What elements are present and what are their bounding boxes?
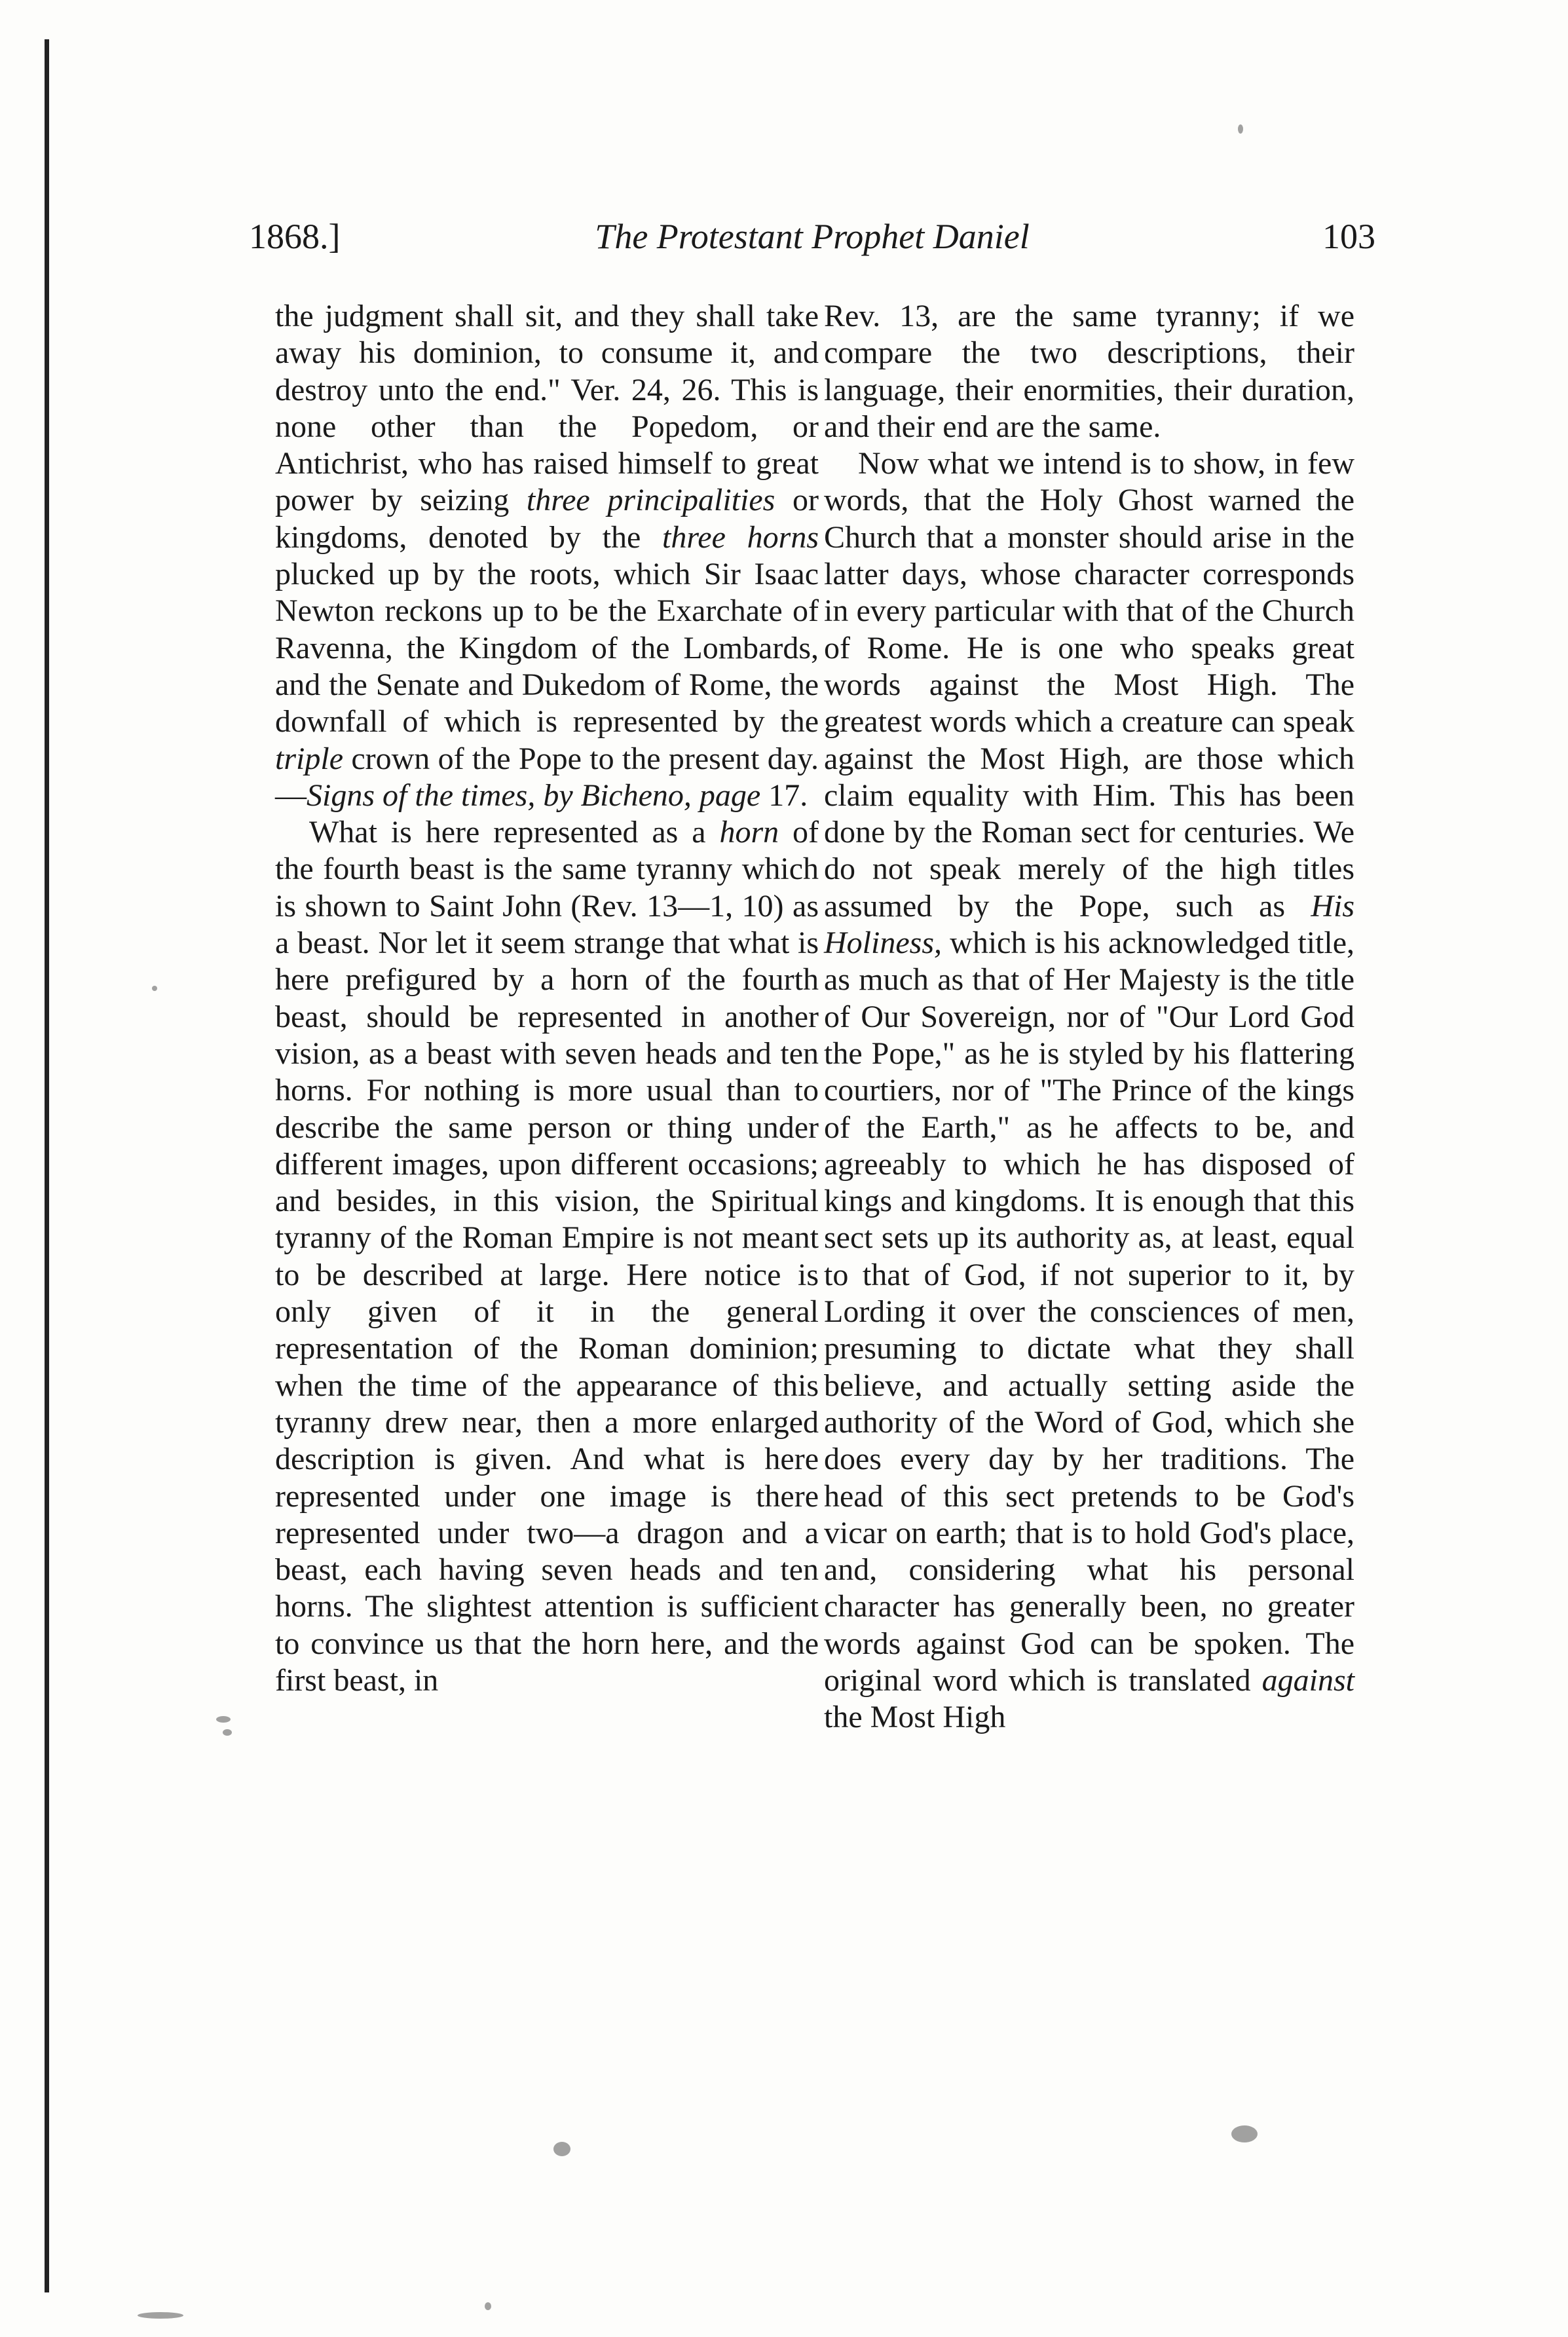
text-run: or kingdoms, denoted by the: [275, 483, 819, 555]
scan-speck: [553, 2142, 570, 2156]
text-run: the Most High: [824, 1700, 1006, 1735]
page-number: 103: [1322, 217, 1375, 256]
scan-speck: [223, 1729, 232, 1736]
right-paragraph-1: Rev. 13, are the same tyranny; if we compare the two descriptions, their language, their enormities, their duration, and their end are the same.: [824, 299, 1354, 444]
scan-speck: [485, 2302, 491, 2310]
scan-speck: [1231, 2125, 1258, 2142]
italic-run: horn: [719, 815, 779, 850]
citation: Signs of the times, by Bicheno, page: [307, 777, 761, 813]
left-paragraph-1: [275, 298, 819, 814]
text-run: plucked up by the roots, which Sir Isaac Newton reckons up to be the Exarchate of Ravenna, the Kingdom of the Lombards, and the Senate and Dukedom of Rome, the downfall of which is represented by the: [275, 557, 819, 739]
running-header: [249, 216, 1375, 269]
left-paragraph-2: [275, 814, 819, 1699]
italic-run: three principalities: [526, 483, 775, 518]
right-paragraph-2: [824, 445, 1354, 1736]
binding-edge-line: [45, 39, 49, 2292]
left-column: [275, 298, 819, 1699]
running-title: The Protestant Prophet Daniel: [595, 217, 1030, 256]
scan-speck: [138, 2312, 183, 2319]
scan-speck: [216, 1716, 231, 1723]
italic-run: against: [1261, 1662, 1354, 1698]
italic-run: three horns: [662, 519, 819, 555]
header-year: 1868.]: [249, 217, 341, 256]
text-run: of the fourth beast is the same tyranny which is shown to Saint John (Rev. 13—1, 10) as a beast. Nor let it seem strange that what is here prefigured by a horn of the fourth beast, should be represented in another vision, as a beast with seven heads and ten horns. For nothing is more usual than to describe the same person or thing under different images, upon different occasions; and besides, in this vision, the Spiritual tyranny of the Roman Empire is not meant to be described at large. Here notice is only given of it in the general representation of the Roman dominion; when the time of the appearance of this tyranny drew near, then a more enlarged description is given. And what is here represented under one image is there represented under two—a dragon and a beast, each having seven heads and ten horns. The slightest attention is sufficient to convince us that the horn here, and the first beast, in: [275, 815, 819, 1698]
text-run: Now what we intend is to show, in few words, that the Holy Ghost warned the Church that a monster should arise in the latter days, whose character corresponds in every particular with that of the Church of Rome. He is one who speaks great words against the Most High. The greatest words which a creature can speak against the Most High, are those which claim equality with Him. This has been done by the Roman sect for centuries. We do not speak merely of the high titles assumed by the Pope, such as: [824, 446, 1354, 924]
text-run: which is his acknowledged title, as much as that of Her Majesty is the title of Our Sovereign, nor of "Our Lord God the Pope," as he is styled by his flattering courtiers, nor of "The Prince of the kings of the Earth," as he affects to be, and agreeably to which he has disposed of kings and kingdoms. It is enough that this sect sets up its authority as, at least, equal to that of God, if not superior to it, by Lording it over the consciences of men, presuming to dictate what they shall believe, and actually setting aside the authority of the Word of God, which she does every day by her traditions. The head of this sect pretends to be God's vicar on earth; that is to hold God's place, and, considering what his personal character has generally been, no greater words against God can be spoken. The original word which is translated: [824, 925, 1354, 1698]
right-column: [824, 298, 1354, 1736]
text-run: crown of the Pope to the present day.—: [275, 741, 819, 813]
text-run: What is here represented as a: [309, 815, 720, 850]
italic-run: His Holiness,: [824, 888, 1354, 961]
italic-run: triple: [275, 741, 343, 776]
scan-speck: [1238, 124, 1243, 134]
text-run: 17.: [760, 777, 808, 813]
scan-speck: [152, 986, 157, 991]
text-run: the judgment shall sit, and they shall take away his dominion, to consume it, and destroy unto the end." Ver. 24, 26. This is none other than the Popedom, or Antichrist, who has raised himself to great power by seizing: [275, 299, 819, 518]
